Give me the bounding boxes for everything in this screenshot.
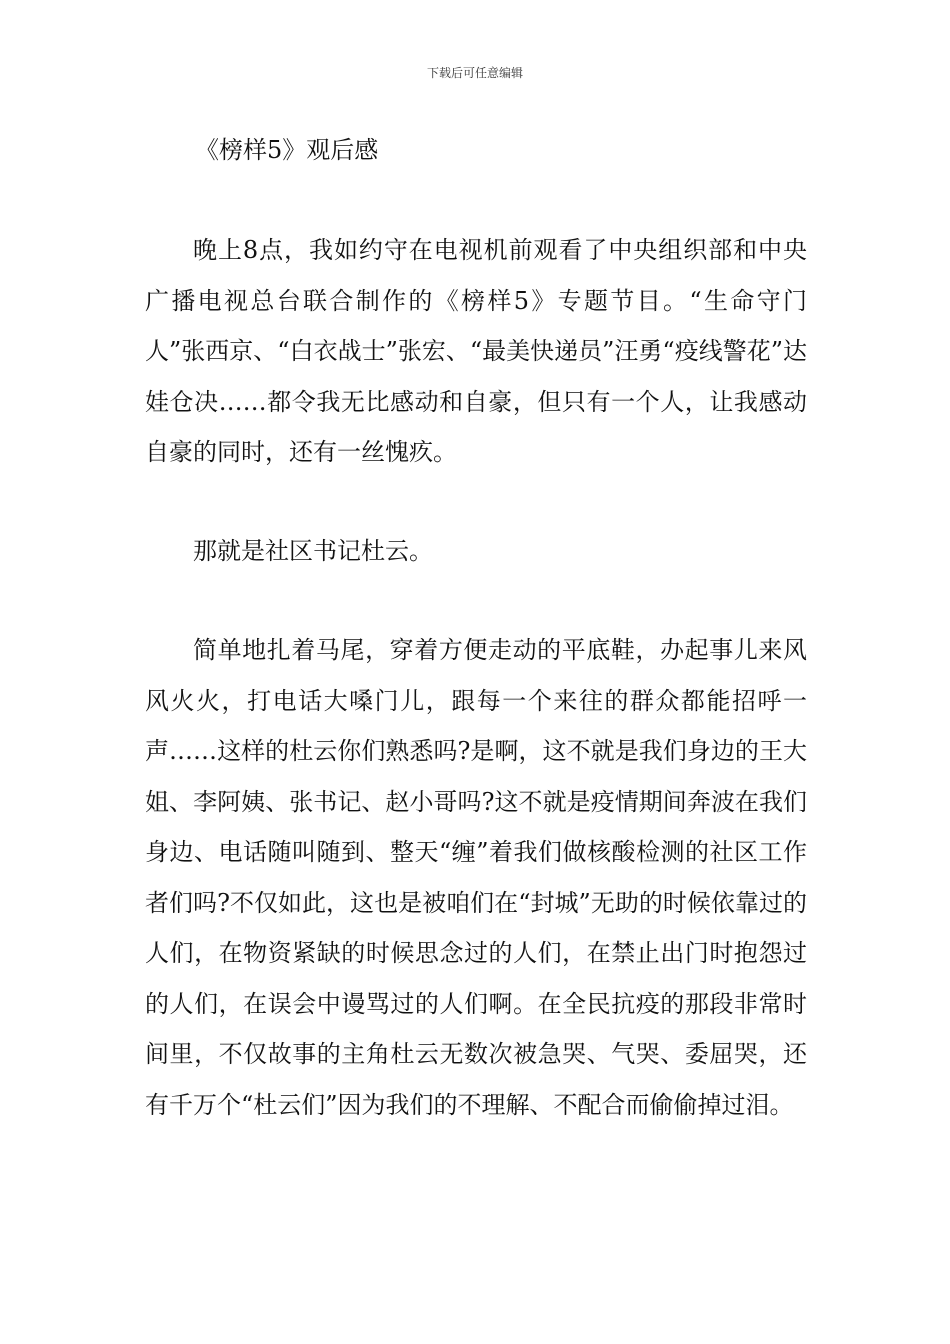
- paragraph-3: 简单地扎着马尾，穿着方便走动的平底鞋，办起事儿来风风火火，打电话大嗓门儿，跟每一个来往的群众都能招呼一声……这样的杜云你们熟悉吗?是啊，这不就是我们身边的王大姐、李阿姨、张书记、赵小哥吗?这不就是疫情期间奔波在我们身边、电话随叫随到、整天“缠”着我们做核酸检测的社区工作者们吗?不仅如此，这也是被咱们在“封城”无助的时候依靠过的人们，在物资紧缺的时候思念过的人们，在禁止出门时抱怨过的人们，在误会中谩骂过的人们啊。在全民抗疫的那段非常时间里，不仅故事的主角杜云无数次被急哭、气哭、委屈哭，还有千万个“杜云们”因为我们的不理解、不配合而偷偷掉过泪。: [145, 636, 807, 1119]
- paragraph-2: 那就是社区书记杜云。: [193, 537, 433, 565]
- paragraph-1: 晚上8点，我如约守在电视机前观看了中央组织部和中央广播电视总台联合制作的《榜样5》专题节目。“生命守门人”张西京、“白衣战士”张宏、“最美快递员”汪勇“疫线警花”达娃仓决……都令我无比感动和自豪，但只有一个人，让我感动自豪的同时，还有一丝愧疚。: [145, 236, 807, 466]
- page-header: 下载后可任意编辑: [426, 66, 523, 80]
- document-title: 《榜样5》观后感: [195, 136, 379, 164]
